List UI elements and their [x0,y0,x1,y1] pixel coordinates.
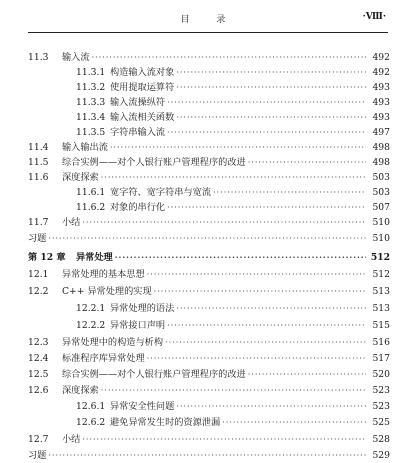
toc-row [28,431,390,445]
toc-row [28,317,390,331]
toc-row [28,169,390,183]
toc-page-number: 516 [372,337,390,348]
leader-dots [248,158,366,167]
toc-section-number: 11.6.2 [76,202,106,213]
toc-entry-title: 避免异常发生时的资源泄漏 [110,417,221,428]
toc-entry-title: 小结 [62,217,81,228]
toc-row [28,49,390,63]
toc-entry-title: 综合实例——对个人银行账户管理程序的改进 [62,369,246,380]
toc-page-number: 512 [370,252,390,263]
toc-chapter-row [28,249,390,263]
toc-entry-title: 异常处理的语法 [110,303,175,314]
toc-entry-title: 综合实例——对个人银行账户管理程序的改进 [62,157,246,168]
toc-entry-title: 标准程序库异常处理 [62,353,145,364]
toc-section-number: 12.2 [28,286,49,297]
leader-dots [165,338,366,347]
toc-row [28,266,390,280]
leader-dots [167,98,366,107]
toc-section-number: 12.6.1 [76,401,106,412]
toc-row [28,124,390,138]
leader-dots [176,68,366,77]
toc-section-number: 12.7 [28,434,49,445]
toc-page-number: 513 [372,286,390,297]
toc-section-number: 12.2.2 [76,320,106,331]
leader-dots [110,143,366,152]
toc-page-number: 517 [372,353,390,364]
toc-entry-title: 输入输出流 [62,142,108,153]
leader-dots [167,321,366,330]
toc-page-number: 513 [372,303,390,314]
toc-section-number: 11.3.5 [76,127,106,138]
leader-dots [154,287,366,296]
toc-entry-title: 对象的串行化 [110,202,166,213]
toc-page-number: 493 [372,82,390,93]
toc-entry-title: 深度探索 [62,172,99,183]
toc-page-number: 529 [372,450,390,461]
toc-entry-title: 输入流操纵符 [110,97,166,108]
toc-section-number: 11.3.3 [76,97,106,108]
toc-section-number: 11.5 [28,157,49,168]
toc-section-number: 11.6.1 [76,187,106,198]
toc-page-number: 503 [372,172,390,183]
toc-row [28,79,390,93]
toc-row [28,300,390,314]
toc-row [28,154,390,168]
leader-dots [167,203,366,212]
leader-dots [222,418,366,427]
toc-row [28,230,390,244]
toc-page-number: 503 [372,187,390,198]
toc-entry-title: 输入流相关函数 [110,112,175,123]
toc-row [28,94,390,108]
toc-section-number: 12.5 [28,369,49,380]
toc-page-number: 498 [372,157,390,168]
leader-dots [147,354,366,363]
toc-entry-title: 小结 [62,434,81,445]
toc-entry-title: 字符串输入流 [110,127,166,138]
toc-section-number: 12.6.2 [76,417,106,428]
toc-page-number: 492 [372,52,390,63]
leader-dots [176,304,366,313]
toc-entry-title: 宽字符、宽字符串与宽流 [110,187,212,198]
toc-page-number: 528 [372,434,390,445]
toc-entry-title: 异常处理 [76,252,113,263]
toc-section-number: 11.3 [28,52,49,63]
toc-entry-title: 异常接口声明 [110,320,166,331]
toc-entry-title: 异常处理中的构造与析构 [62,337,164,348]
toc-page-number: 515 [372,320,390,331]
toc-row [28,109,390,123]
toc-row [28,447,390,461]
leader-dots [176,113,366,122]
toc-row [28,398,390,412]
leader-dots [101,386,366,395]
toc-page-number: 493 [372,97,390,108]
leader-dots [92,53,366,62]
toc-section-number: 11.3.4 [76,112,106,123]
toc-entry-title: 习题 [28,233,47,244]
toc-section-number: 12.3 [28,337,49,348]
toc-entry-title: C++ 异常处理的实现 [62,286,152,297]
toc-page-number: 493 [372,112,390,123]
header-title: 目 录 [180,15,238,25]
toc-row [28,283,390,297]
toc-page-number: 498 [372,142,390,153]
toc-row [28,214,390,228]
toc-section-number: 第 12 章 [28,252,66,263]
toc-row [28,366,390,380]
toc-page-number: 497 [372,127,390,138]
leader-dots [48,451,366,460]
toc-row [28,184,390,198]
toc-entry-title: 深度探索 [62,385,99,396]
leader-dots [147,270,366,279]
page-header [28,12,390,28]
toc-row [28,414,390,428]
leader-dots [248,370,366,379]
toc-section-number: 11.6 [28,172,49,183]
toc-entry-title: 构造输入流对象 [110,67,175,78]
toc-page-number: 520 [372,369,390,380]
header-rule [28,32,388,33]
leader-dots [82,435,366,444]
toc-section-number: 11.3.1 [76,67,106,78]
toc-page-number: 510 [372,233,390,244]
leader-dots [82,218,366,227]
toc-section-number: 12.2.1 [76,303,106,314]
toc-entry-title: 异常安全性问题 [110,401,175,412]
leader-dots [176,402,366,411]
toc-entry-title: 使用提取运算符 [110,82,175,93]
leader-dots [167,128,366,137]
toc-entry-title: 输入流 [62,52,90,63]
toc-page-number: 523 [372,401,390,412]
toc-row [28,350,390,364]
toc-section-number: 12.1 [28,269,49,280]
toc-page-number: 525 [372,417,390,428]
toc-row [28,334,390,348]
toc-section-number: 11.3.2 [76,82,106,93]
toc-page-number: 510 [372,217,390,228]
toc-section-number: 11.7 [28,217,49,228]
toc-page-number: 512 [372,269,390,280]
leader-dots [176,83,366,92]
toc-row [28,199,390,213]
toc-page-number: 492 [372,67,390,78]
header-page-number: ·Ⅷ· [362,12,386,22]
toc-section-number: 12.4 [28,353,49,364]
toc-page-number: 507 [372,202,390,213]
toc-row [28,382,390,396]
leader-dots [48,234,366,243]
leader-dots [101,173,366,182]
toc-section-number: 11.4 [28,142,49,153]
toc-section-number: 12.6 [28,385,49,396]
toc-row [28,64,390,78]
leader-dots [115,252,366,262]
toc-row [28,139,390,153]
toc-page-number: 523 [372,385,390,396]
leader-dots [213,188,366,197]
toc-entry-title: 习题 [28,450,47,461]
toc-entry-title: 异常处理的基本思想 [62,269,145,280]
